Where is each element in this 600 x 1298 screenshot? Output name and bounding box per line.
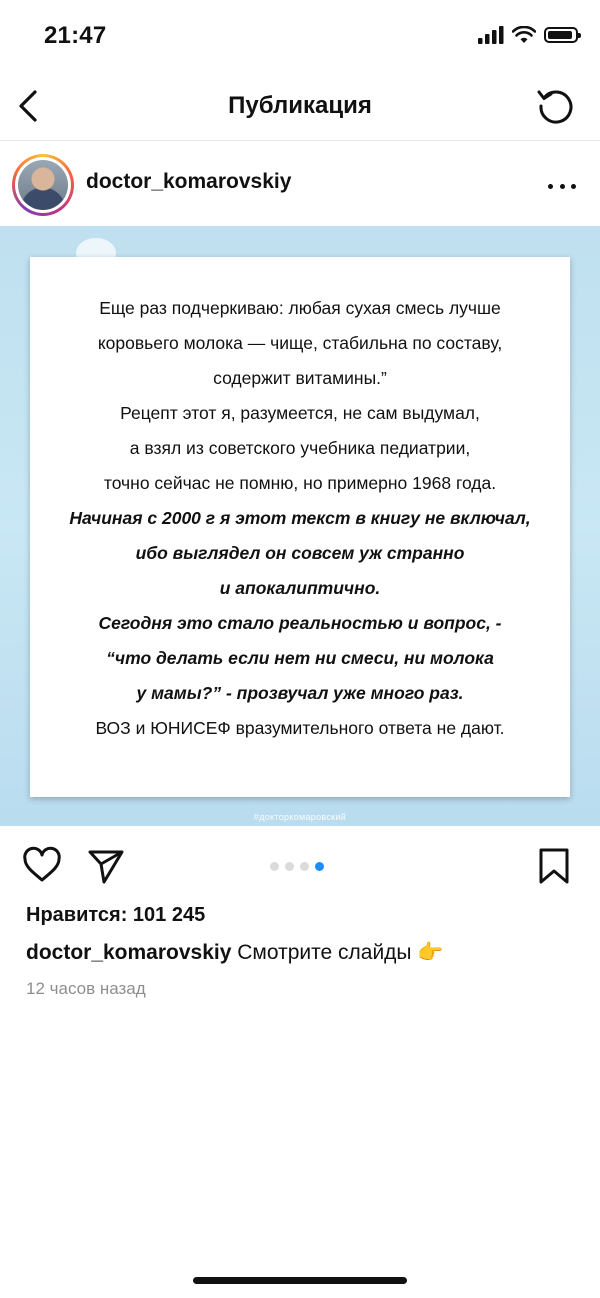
carousel-dot-active	[315, 862, 324, 871]
carousel-dot	[300, 862, 309, 871]
carousel-dot	[285, 862, 294, 871]
nav-bar	[0, 74, 600, 140]
caption-text: Смотрите слайды 👉	[237, 941, 444, 964]
avatar[interactable]	[12, 154, 74, 216]
caption-username[interactable]: doctor_komarovskiy	[26, 941, 232, 964]
home-indicator[interactable]	[193, 1277, 407, 1284]
quote-line-italic: у мамы?” - прозвучал уже много раз.	[136, 683, 464, 703]
quote-line: Еще раз подчеркиваю: любая сухая смесь лучше	[99, 298, 501, 318]
signal-icon	[478, 26, 504, 44]
likes-count[interactable]: Нравится: 101 245	[26, 904, 206, 926]
carousel-dot	[270, 862, 279, 871]
save-button[interactable]	[534, 846, 574, 886]
quote-line: содержит витамины.”	[213, 368, 387, 388]
heart-icon	[22, 846, 62, 886]
post-header	[0, 148, 600, 226]
like-button[interactable]	[22, 846, 62, 886]
refresh-icon	[534, 84, 578, 128]
post-image[interactable]	[0, 226, 600, 826]
quote-line-italic: “что делать если нет ни смеси, ни молока	[106, 648, 494, 668]
post-username[interactable]: doctor_komarovskiy	[86, 170, 292, 193]
quote-line-italic: Начиная с 2000 г я этот текст в книгу не включал,	[69, 508, 531, 528]
refresh-button[interactable]	[534, 84, 578, 128]
quote-line-italic: Сегодня это стало реальностью и вопрос, -	[98, 613, 502, 633]
image-watermark: #докторкомаровский	[253, 812, 347, 822]
post-timestamp: 12 часов назад	[26, 979, 146, 998]
post-actions	[0, 836, 600, 896]
carousel-indicator	[270, 862, 324, 871]
wifi-icon	[512, 26, 536, 44]
bookmark-icon	[534, 846, 574, 886]
battery-icon	[544, 27, 578, 43]
share-button[interactable]	[86, 846, 126, 886]
more-horizontal-icon	[548, 184, 553, 189]
quote-line-italic: и апокалиптично.	[219, 578, 381, 598]
quote-line-italic: ибо выглядел он совсем уж странно	[135, 543, 465, 563]
more-options-button[interactable]	[548, 176, 576, 196]
status-time: 21:47	[44, 22, 107, 49]
quote-line: коровьего молока — чище, стабильна по составу,	[97, 333, 503, 353]
quote-line: точно сейчас не помню, но примерно 1968 года.	[103, 473, 497, 493]
quote-card	[30, 257, 570, 797]
avatar-image	[18, 160, 68, 210]
header-divider	[0, 140, 600, 141]
send-icon	[86, 846, 126, 886]
status-bar	[0, 0, 600, 74]
quote-line: Рецепт этот я, разумеется, не сам выдумал,	[120, 403, 480, 423]
quote-line: а взял из советского учебника педиатрии,	[129, 438, 471, 458]
page-title: Публикация	[228, 92, 372, 119]
post-caption	[26, 941, 444, 965]
quote-line: ВОЗ и ЮНИСЕФ вразумительного ответа не дают.	[95, 718, 505, 738]
status-icons	[478, 26, 578, 44]
